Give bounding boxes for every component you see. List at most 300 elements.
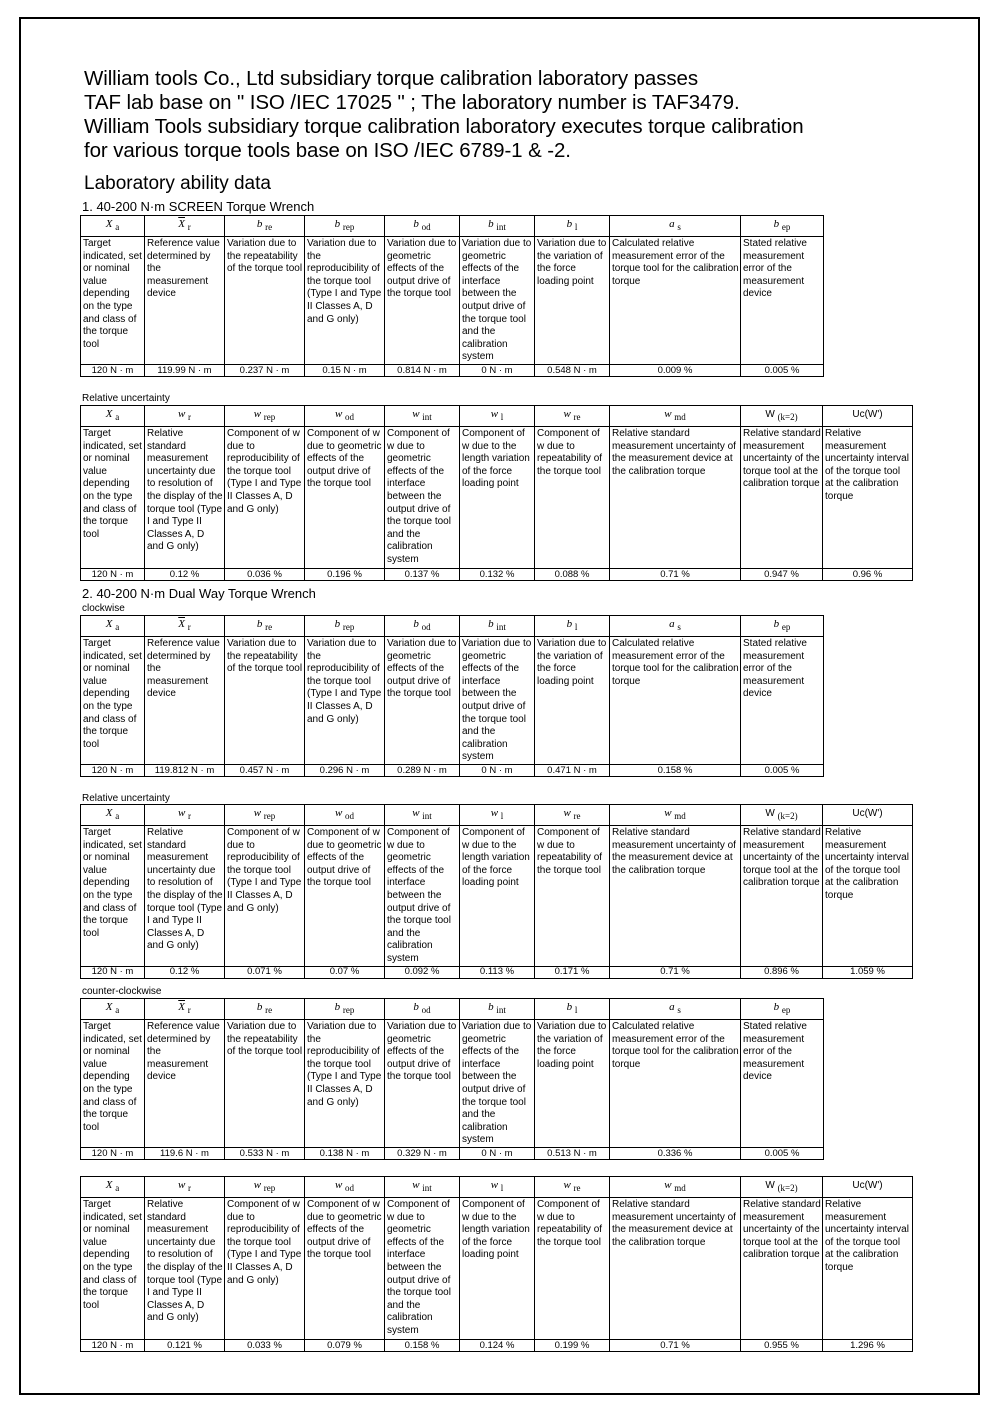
symbol-glyph: b bbox=[334, 218, 341, 231]
symbol-cell bbox=[460, 1177, 535, 1198]
description-cell: Variation due to the variation of the force loading point bbox=[535, 1020, 610, 1148]
description-cell: Component of w due to reproducibility of the torque tool (Type I and Type II Classes A, D and G only) bbox=[225, 1198, 305, 1340]
value-cell: 0.336 % bbox=[610, 1148, 741, 1160]
symbol-glyph: w bbox=[412, 408, 420, 421]
symbol-subscript: r bbox=[188, 412, 192, 423]
value-cell: 0.07 % bbox=[305, 966, 385, 978]
value-cell: 120 N · m bbox=[81, 765, 145, 777]
symbol-glyph: b bbox=[773, 618, 780, 631]
symbol-subscript: r bbox=[187, 622, 191, 633]
description-cell: Component of w due to geometric effects of the output drive of the torque tool bbox=[305, 427, 385, 569]
symbol-glyph: Uc(W') bbox=[852, 1180, 883, 1192]
symbol-cell bbox=[305, 999, 385, 1020]
symbol-glyph: b bbox=[413, 1001, 419, 1014]
value-cell: 0.96 % bbox=[823, 569, 913, 581]
description-cell: Component of w due to the length variation of the force loading point bbox=[460, 826, 535, 967]
value-cell: 0.71 % bbox=[610, 1340, 741, 1352]
symbol-glyph: $\overline{X}$ bbox=[178, 618, 185, 631]
value-cell: 0.009 % bbox=[610, 365, 741, 377]
symbol-subscript: md bbox=[674, 412, 686, 423]
intro-line-4: for various torque tools base on ISO /IEC 6789-1 & -2. bbox=[84, 139, 571, 162]
description-cell: Relative standard measurement uncertainty of the torque tool at the calibration torque bbox=[741, 427, 823, 569]
description-cell: Target indicated, set or nominal value depending on the type and class of the torque tool bbox=[81, 237, 145, 365]
symbol-subscript: re bbox=[573, 1183, 581, 1194]
symbol-cell bbox=[823, 1177, 913, 1198]
description-cell: Variation due to the reproducibility of the torque tool (Type I and Type II Classes A, D and G only) bbox=[305, 1020, 385, 1148]
symbol-glyph: X bbox=[105, 807, 113, 820]
symbol-cell bbox=[305, 406, 385, 427]
symbol-cell bbox=[610, 216, 741, 237]
symbol-cell bbox=[535, 999, 610, 1020]
symbol-subscript: re bbox=[265, 1005, 273, 1016]
symbol-glyph: b bbox=[566, 1001, 573, 1014]
value-cell: 0.088 % bbox=[535, 569, 610, 581]
symbol-subscript: re bbox=[573, 811, 581, 822]
value-cell: 0.071 % bbox=[225, 966, 305, 978]
symbol-cell bbox=[460, 999, 535, 1020]
value-cell: 0.005 % bbox=[741, 765, 824, 777]
symbol-cell bbox=[81, 216, 145, 237]
value-row bbox=[81, 365, 824, 377]
description-cell: Component of w due to reproducibility of the torque tool (Type I and Type II Classes A, D and G only) bbox=[225, 427, 305, 569]
symbol-row bbox=[81, 1177, 913, 1198]
symbol-glyph: w bbox=[412, 1179, 420, 1192]
counter-clockwise-caption: counter-clockwise bbox=[82, 986, 162, 997]
symbol-subscript: int bbox=[422, 1183, 432, 1194]
description-cell: Component of w due to the length variation of the force loading point bbox=[460, 427, 535, 569]
description-cell: Reference value determined by the measurement device bbox=[145, 637, 225, 765]
symbol-subscript: re bbox=[265, 222, 273, 233]
symbol-cell bbox=[225, 616, 305, 637]
lab-ability-title: Laboratory ability data bbox=[84, 173, 271, 194]
description-cell: Calculated relative measurement error of the torque tool for the calibration torque bbox=[610, 1020, 741, 1148]
symbol-cell bbox=[535, 406, 610, 427]
symbol-cell bbox=[610, 616, 741, 637]
value-cell: 0.457 N · m bbox=[225, 765, 305, 777]
symbol-glyph: b bbox=[413, 618, 419, 631]
error-table-clockwise bbox=[80, 615, 824, 777]
value-cell: 0.113 % bbox=[460, 966, 535, 978]
symbol-cell bbox=[305, 616, 385, 637]
description-cell: Variation due to the repeatability of the torque tool bbox=[225, 237, 305, 365]
description-cell: Relative measurement uncertainty interval of the torque tool at the calibration torque bbox=[823, 427, 913, 569]
symbol-glyph: w bbox=[177, 1179, 186, 1192]
error-table-screen-wrench bbox=[80, 215, 824, 377]
symbol-subscript: od bbox=[421, 622, 431, 633]
description-row bbox=[81, 237, 824, 365]
symbol-cell bbox=[225, 805, 305, 826]
symbol-glyph: b bbox=[488, 618, 494, 631]
value-cell: 0.896 % bbox=[741, 966, 823, 978]
description-cell: Relative standard measurement uncertainty of the measurement device at the calibration torque bbox=[610, 427, 741, 569]
description-cell: Relative standard measurement uncertainty of the measurement device at the calibration torque bbox=[610, 1198, 741, 1340]
symbol-subscript: s bbox=[677, 622, 681, 633]
value-cell: 0.124 % bbox=[460, 1340, 535, 1352]
description-cell: Component of w due to repeatability of the torque tool bbox=[535, 427, 610, 569]
symbol-glyph: w bbox=[563, 408, 571, 421]
symbol-cell bbox=[741, 616, 824, 637]
symbol-row bbox=[81, 805, 913, 826]
symbol-cell bbox=[823, 805, 913, 826]
description-cell: Relative standard measurement uncertainty due to resolution of the display of the torque tool (Type I and Type II Classes A, D and G only) bbox=[145, 826, 225, 967]
symbol-subscript: od bbox=[421, 1005, 431, 1016]
symbol-glyph: X bbox=[105, 1179, 113, 1192]
symbol-cell bbox=[385, 616, 460, 637]
value-cell: 119.6 N · m bbox=[145, 1148, 225, 1160]
symbol-cell bbox=[145, 805, 225, 826]
symbol-glyph: w bbox=[664, 807, 672, 820]
symbol-cell bbox=[385, 406, 460, 427]
value-row bbox=[81, 1148, 824, 1160]
description-row bbox=[81, 427, 913, 569]
value-cell: 1.296 % bbox=[823, 1340, 913, 1352]
value-cell: 0.296 N · m bbox=[305, 765, 385, 777]
symbol-glyph: w bbox=[490, 408, 499, 421]
symbol-glyph: a bbox=[669, 618, 675, 631]
description-cell: Relative standard measurement uncertainty of the torque tool at the calibration torque bbox=[741, 1198, 823, 1340]
value-cell: 0.12 % bbox=[145, 569, 225, 581]
symbol-subscript: md bbox=[674, 811, 686, 822]
value-row bbox=[81, 966, 913, 978]
symbol-cell bbox=[225, 999, 305, 1020]
symbol-cell bbox=[741, 406, 823, 427]
description-cell: Relative standard measurement uncertainty of the torque tool at the calibration torque bbox=[741, 826, 823, 967]
symbol-glyph: W bbox=[765, 409, 775, 421]
symbol-cell bbox=[81, 999, 145, 1020]
symbol-cell bbox=[81, 616, 145, 637]
description-cell: Target indicated, set or nominal value depending on the type and class of the torque tool bbox=[81, 1198, 145, 1340]
symbol-cell bbox=[145, 999, 225, 1020]
value-cell: 0.036 % bbox=[225, 569, 305, 581]
symbol-cell bbox=[305, 805, 385, 826]
description-cell: Target indicated, set or nominal value depending on the type and class of the torque tool bbox=[81, 637, 145, 765]
symbol-cell bbox=[460, 406, 535, 427]
symbol-subscript: a bbox=[115, 1005, 120, 1016]
symbol-cell bbox=[145, 406, 225, 427]
symbol-subscript: re bbox=[265, 622, 273, 633]
symbol-row bbox=[81, 616, 824, 637]
symbol-glyph: b bbox=[256, 1001, 263, 1014]
description-cell: Component of w due to geometric effects of the interface between the output drive of the torque tool and the calibration system bbox=[385, 826, 460, 967]
value-cell: 120 N · m bbox=[81, 1340, 145, 1352]
symbol-cell bbox=[460, 805, 535, 826]
value-cell: 0.132 % bbox=[460, 569, 535, 581]
symbol-subscript: ep bbox=[781, 1005, 791, 1016]
description-cell: Target indicated, set or nominal value depending on the type and class of the torque tool bbox=[81, 1020, 145, 1148]
symbol-subscript: (k=2) bbox=[777, 811, 798, 822]
symbol-glyph: W bbox=[765, 1180, 775, 1192]
description-cell: Variation due to the variation of the force loading point bbox=[535, 237, 610, 365]
description-cell: Variation due to geometric effects of the interface between the output drive of the torque tool and the calibration system bbox=[460, 1020, 535, 1148]
symbol-glyph: W bbox=[765, 808, 775, 820]
symbol-subscript: a bbox=[115, 222, 120, 233]
description-cell: Calculated relative measurement error of the torque tool for the calibration torque bbox=[610, 637, 741, 765]
symbol-cell bbox=[145, 216, 225, 237]
symbol-subscript: r bbox=[187, 222, 191, 233]
value-cell: 120 N · m bbox=[81, 966, 145, 978]
description-row bbox=[81, 1020, 824, 1148]
relative-uncertainty-caption-2: Relative uncertainty bbox=[82, 793, 170, 804]
symbol-glyph: w bbox=[177, 807, 186, 820]
symbol-subscript: rep bbox=[263, 811, 276, 822]
value-cell: 0.329 N · m bbox=[385, 1148, 460, 1160]
description-cell: Component of w due to reproducibility of the torque tool (Type I and Type II Classes A, D and G only) bbox=[225, 826, 305, 967]
symbol-row bbox=[81, 406, 913, 427]
value-cell: 0.289 N · m bbox=[385, 765, 460, 777]
section-2-title: 2. 40-200 N·m Dual Way Torque Wrench bbox=[82, 586, 316, 601]
description-cell: Variation due to the repeatability of the torque tool bbox=[225, 1020, 305, 1148]
symbol-cell bbox=[741, 1177, 823, 1198]
symbol-row bbox=[81, 216, 824, 237]
description-cell: Variation due to geometric effects of the interface between the output drive of the torque tool and the calibration system bbox=[460, 237, 535, 365]
description-cell: Target indicated, set or nominal value depending on the type and class of the torque tool bbox=[81, 427, 145, 569]
symbol-subscript: od bbox=[345, 412, 355, 423]
value-cell: 0.033 % bbox=[225, 1340, 305, 1352]
value-cell: 0.814 N · m bbox=[385, 365, 460, 377]
uncertainty-table-clockwise bbox=[80, 804, 913, 979]
value-cell: 0.12 % bbox=[145, 966, 225, 978]
symbol-subscript: rep bbox=[342, 222, 355, 233]
section-1-title: 1. 40-200 N·m SCREEN Torque Wrench bbox=[82, 199, 315, 214]
symbol-subscript: l bbox=[500, 1183, 504, 1194]
symbol-glyph: Uc(W') bbox=[852, 409, 883, 421]
symbol-subscript: a bbox=[115, 412, 120, 423]
symbol-subscript: a bbox=[115, 811, 120, 822]
symbol-glyph: b bbox=[413, 218, 419, 231]
symbol-glyph: $\overline{X}$ bbox=[178, 1001, 185, 1014]
value-cell: 0 N · m bbox=[460, 1148, 535, 1160]
symbol-glyph: b bbox=[773, 1001, 780, 1014]
symbol-subscript: r bbox=[188, 811, 192, 822]
symbol-glyph: b bbox=[566, 618, 573, 631]
description-cell: Variation due to geometric effects of the output drive of the torque tool bbox=[385, 1020, 460, 1148]
symbol-subscript: (k=2) bbox=[777, 412, 798, 423]
symbol-subscript: a bbox=[115, 622, 120, 633]
value-cell: 120 N · m bbox=[81, 1148, 145, 1160]
value-cell: 0.158 % bbox=[610, 765, 741, 777]
symbol-cell bbox=[385, 1177, 460, 1198]
symbol-glyph: b bbox=[488, 1001, 494, 1014]
symbol-glyph: b bbox=[488, 218, 494, 231]
intro-heading bbox=[84, 67, 964, 163]
intro-line-1: William tools Co., Ltd subsidiary torque calibration laboratory passes bbox=[84, 67, 698, 90]
value-cell: 0.71 % bbox=[610, 569, 741, 581]
description-cell: Reference value determined by the measurement device bbox=[145, 237, 225, 365]
value-cell: 0.548 N · m bbox=[535, 365, 610, 377]
symbol-glyph: w bbox=[253, 1179, 262, 1192]
value-cell: 0.199 % bbox=[535, 1340, 610, 1352]
description-cell: Variation due to geometric effects of the output drive of the torque tool bbox=[385, 237, 460, 365]
symbol-glyph: w bbox=[334, 807, 343, 820]
symbol-glyph: b bbox=[256, 618, 263, 631]
symbol-cell bbox=[535, 805, 610, 826]
symbol-cell bbox=[610, 406, 741, 427]
symbol-cell bbox=[225, 216, 305, 237]
symbol-glyph: w bbox=[490, 1179, 499, 1192]
symbol-glyph: w bbox=[412, 807, 420, 820]
description-cell: Stated relative measurement error of the measurement device bbox=[741, 637, 824, 765]
value-cell: 0 N · m bbox=[460, 365, 535, 377]
symbol-glyph: b bbox=[773, 218, 780, 231]
symbol-glyph: X bbox=[105, 218, 113, 231]
description-cell: Variation due to the variation of the force loading point bbox=[535, 637, 610, 765]
description-cell: Component of w due to repeatability of the torque tool bbox=[535, 826, 610, 967]
value-cell: 0.137 % bbox=[385, 569, 460, 581]
symbol-glyph: b bbox=[566, 218, 573, 231]
value-cell: 0.237 N · m bbox=[225, 365, 305, 377]
symbol-glyph: b bbox=[334, 618, 341, 631]
symbol-subscript: od bbox=[345, 811, 355, 822]
description-cell: Variation due to geometric effects of the output drive of the torque tool bbox=[385, 637, 460, 765]
symbol-glyph: w bbox=[334, 408, 343, 421]
description-cell: Component of w due to repeatability of the torque tool bbox=[535, 1198, 610, 1340]
symbol-subscript: int bbox=[496, 1005, 506, 1016]
symbol-subscript: int bbox=[496, 622, 506, 633]
symbol-cell bbox=[81, 805, 145, 826]
symbol-cell bbox=[385, 999, 460, 1020]
symbol-glyph: w bbox=[253, 408, 262, 421]
value-cell: 0.079 % bbox=[305, 1340, 385, 1352]
symbol-subscript: l bbox=[500, 412, 504, 423]
symbol-subscript: int bbox=[422, 412, 432, 423]
value-cell: 0.471 N · m bbox=[535, 765, 610, 777]
symbol-subscript: r bbox=[188, 1183, 192, 1194]
description-cell: Component of w due to geometric effects of the interface between the output drive of the torque tool and the calibration system bbox=[385, 1198, 460, 1340]
description-cell: Component of w due to geometric effects of the output drive of the torque tool bbox=[305, 1198, 385, 1340]
symbol-subscript: s bbox=[677, 1005, 681, 1016]
value-cell: 120 N · m bbox=[81, 365, 145, 377]
symbol-glyph: X bbox=[105, 618, 113, 631]
description-cell: Relative measurement uncertainty interval of the torque tool at the calibration torque bbox=[823, 1198, 913, 1340]
symbol-subscript: od bbox=[421, 222, 431, 233]
symbol-cell bbox=[610, 1177, 741, 1198]
symbol-cell bbox=[225, 1177, 305, 1198]
symbol-subscript: int bbox=[496, 222, 506, 233]
description-row bbox=[81, 637, 824, 765]
symbol-glyph: w bbox=[490, 807, 499, 820]
symbol-subscript: re bbox=[573, 412, 581, 423]
description-cell: Relative standard measurement uncertainty due to resolution of the display of the torque tool (Type I and Type II Classes A, D and G only) bbox=[145, 427, 225, 569]
symbol-subscript: ep bbox=[781, 222, 791, 233]
uncertainty-table-counter-clockwise bbox=[80, 1176, 913, 1352]
value-cell: 0.955 % bbox=[741, 1340, 823, 1352]
symbol-cell bbox=[385, 805, 460, 826]
symbol-subscript: l bbox=[500, 811, 504, 822]
value-cell: 0.005 % bbox=[741, 365, 824, 377]
description-cell: Variation due to the reproducibility of the torque tool (Type I and Type II Classes A, D and G only) bbox=[305, 237, 385, 365]
symbol-cell bbox=[145, 1177, 225, 1198]
symbol-glyph: w bbox=[177, 408, 186, 421]
value-cell: 1.059 % bbox=[823, 966, 913, 978]
description-cell: Relative standard measurement uncertainty due to resolution of the display of the torque tool (Type I and Type II Classes A, D and G only) bbox=[145, 1198, 225, 1340]
symbol-glyph: w bbox=[664, 408, 672, 421]
value-row bbox=[81, 765, 824, 777]
value-cell: 119.99 N · m bbox=[145, 365, 225, 377]
symbol-cell bbox=[741, 216, 824, 237]
symbol-cell bbox=[741, 805, 823, 826]
symbol-subscript: l bbox=[574, 222, 578, 233]
symbol-cell bbox=[823, 406, 913, 427]
value-cell: 0.171 % bbox=[535, 966, 610, 978]
value-cell: 0.533 N · m bbox=[225, 1148, 305, 1160]
symbol-glyph: a bbox=[669, 218, 675, 231]
symbol-subscript: od bbox=[345, 1183, 355, 1194]
value-cell: 0.138 N · m bbox=[305, 1148, 385, 1160]
value-cell: 120 N · m bbox=[81, 569, 145, 581]
symbol-subscript: r bbox=[187, 1005, 191, 1016]
symbol-glyph: b bbox=[256, 218, 263, 231]
description-cell: Relative measurement uncertainty interval of the torque tool at the calibration torque bbox=[823, 826, 913, 967]
symbol-cell bbox=[610, 999, 741, 1020]
value-row bbox=[81, 569, 913, 581]
description-cell: Stated relative measurement error of the measurement device bbox=[741, 1020, 824, 1148]
symbol-cell bbox=[385, 216, 460, 237]
symbol-cell bbox=[225, 406, 305, 427]
symbol-subscript: rep bbox=[342, 1005, 355, 1016]
symbol-subscript: ep bbox=[781, 622, 791, 633]
description-cell: Reference value determined by the measurement device bbox=[145, 1020, 225, 1148]
symbol-subscript: l bbox=[574, 622, 578, 633]
value-cell: 0.005 % bbox=[741, 1148, 824, 1160]
symbol-glyph: w bbox=[563, 1179, 571, 1192]
symbol-cell bbox=[460, 616, 535, 637]
uncertainty-table-screen-wrench bbox=[80, 405, 913, 581]
symbol-subscript: rep bbox=[342, 622, 355, 633]
clockwise-caption: clockwise bbox=[82, 603, 125, 614]
error-table-counter-clockwise bbox=[80, 998, 824, 1160]
value-cell: 0.71 % bbox=[610, 966, 741, 978]
symbol-cell bbox=[305, 1177, 385, 1198]
symbol-glyph: w bbox=[664, 1179, 672, 1192]
description-cell: Target indicated, set or nominal value depending on the type and class of the torque tool bbox=[81, 826, 145, 967]
value-cell: 0.947 % bbox=[741, 569, 823, 581]
value-cell: 0.513 N · m bbox=[535, 1148, 610, 1160]
description-cell: Variation due to the repeatability of the torque tool bbox=[225, 637, 305, 765]
intro-line-3: William Tools subsidiary torque calibration laboratory executes torque calibration bbox=[84, 115, 804, 138]
symbol-cell bbox=[610, 805, 741, 826]
value-cell: 0.196 % bbox=[305, 569, 385, 581]
intro-line-2: TAF lab base on " ISO /IEC 17025 " ; The laboratory number is TAF3479. bbox=[84, 91, 740, 114]
symbol-glyph: w bbox=[563, 807, 571, 820]
description-cell: Variation due to geometric effects of the interface between the output drive of the torque tool and the calibration system bbox=[460, 637, 535, 765]
value-cell: 0.158 % bbox=[385, 1340, 460, 1352]
symbol-subscript: a bbox=[115, 1183, 120, 1194]
value-row bbox=[81, 1340, 913, 1352]
symbol-cell bbox=[535, 1177, 610, 1198]
symbol-glyph: X bbox=[105, 408, 113, 421]
symbol-cell bbox=[81, 1177, 145, 1198]
symbol-row bbox=[81, 999, 824, 1020]
description-cell: Relative standard measurement uncertainty of the measurement device at the calibration torque bbox=[610, 826, 741, 967]
description-cell: Component of w due to the length variation of the force loading point bbox=[460, 1198, 535, 1340]
value-cell: 0.15 N · m bbox=[305, 365, 385, 377]
symbol-subscript: s bbox=[677, 222, 681, 233]
value-cell: 0.092 % bbox=[385, 966, 460, 978]
value-cell: 0 N · m bbox=[460, 765, 535, 777]
symbol-cell bbox=[305, 216, 385, 237]
description-cell: Component of w due to geometric effects of the output drive of the torque tool bbox=[305, 826, 385, 967]
symbol-subscript: md bbox=[674, 1183, 686, 1194]
value-cell: 119.812 N · m bbox=[145, 765, 225, 777]
relative-uncertainty-caption-1: Relative uncertainty bbox=[82, 393, 170, 404]
symbol-glyph: $\overline{X}$ bbox=[178, 218, 185, 231]
symbol-glyph: X bbox=[105, 1001, 113, 1014]
symbol-cell bbox=[535, 216, 610, 237]
description-cell: Variation due to the reproducibility of the torque tool (Type I and Type II Classes A, D and G only) bbox=[305, 637, 385, 765]
value-cell: 0.121 % bbox=[145, 1340, 225, 1352]
symbol-subscript: rep bbox=[263, 1183, 276, 1194]
symbol-cell bbox=[460, 216, 535, 237]
